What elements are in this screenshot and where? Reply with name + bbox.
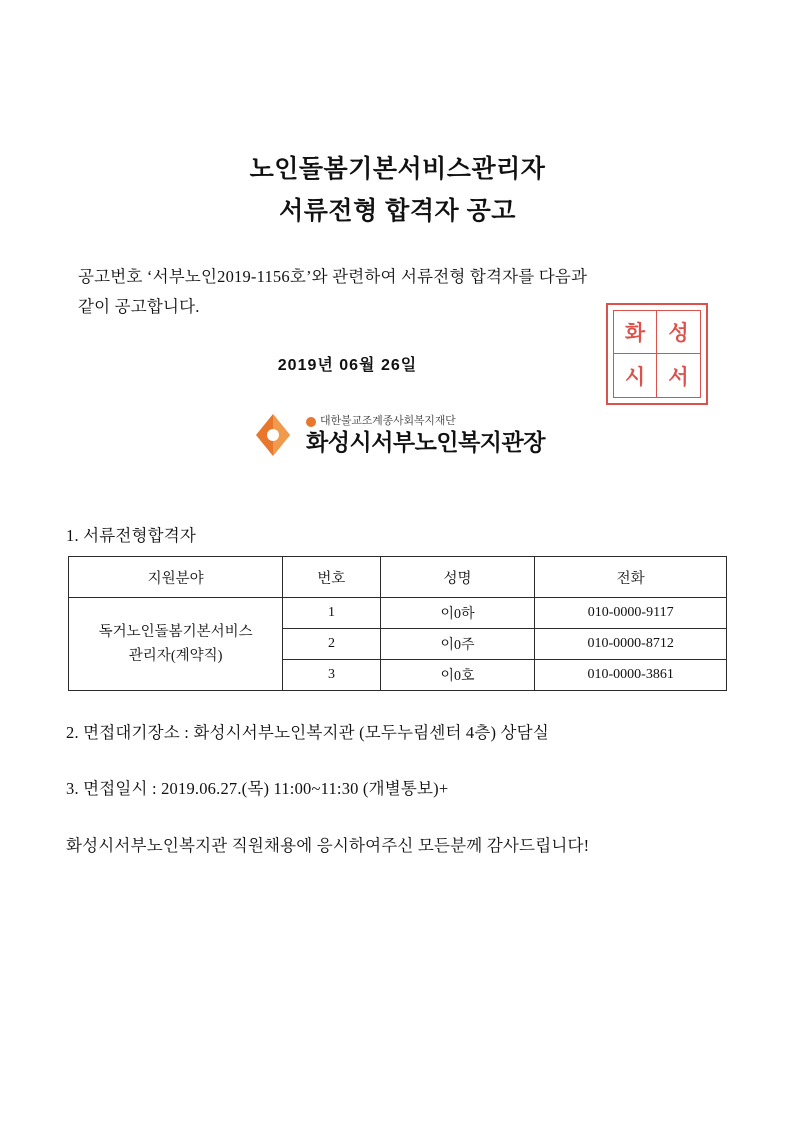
closing-message: 화성시서부노인복지관 직원채용에 응시하여주신 모든분께 감사드립니다! — [66, 836, 590, 855]
row-3-name: 이0호 — [380, 660, 535, 691]
official-seal-stamp — [606, 303, 708, 405]
field-label-line-2: 관리자(계약직) — [128, 648, 223, 664]
row-2-phone: 010-0000-8712 — [535, 629, 727, 660]
table-header-number: 번호 — [283, 557, 380, 598]
organization-logo-row — [0, 412, 795, 458]
applicant-field-cell — [69, 598, 283, 691]
intro-line-1: 공고번호 ‘서부노인2019-1156호’와 관련하여 서류전형 합격자를 다음과 — [78, 267, 588, 286]
table-header-row — [69, 557, 727, 598]
seal-character-1: 화 — [614, 311, 657, 354]
applicants-table — [68, 556, 727, 691]
logo-text-block — [306, 416, 545, 454]
table-header-name: 성명 — [380, 557, 535, 598]
row-2-number: 2 — [283, 629, 380, 660]
table-header-phone: 전화 — [535, 557, 727, 598]
title-line-2: 서류전형 합격자 공고 — [279, 197, 516, 225]
seal-character-2: 성 — [657, 311, 700, 354]
page-title — [0, 148, 795, 232]
foundation-name: 대한불교조계종사회복지재단 — [320, 415, 456, 427]
bullet-dot-icon — [306, 417, 316, 427]
seal-character-3: 시 — [614, 354, 657, 397]
section-2-interview-location: 2. 면접대기장소 : 화성시서부노인복지관 (모두누림센터 4층) 상담실 — [66, 723, 549, 742]
section-1-heading: 1. 서류전형합격자 — [66, 526, 197, 545]
table-header-field: 지원분야 — [69, 557, 283, 598]
section-3-interview-datetime: 3. 면접일시 : 2019.06.27.(목) 11:00~11:30 (개별통보)+ — [66, 779, 449, 798]
row-2-name: 이0주 — [380, 629, 535, 660]
foundation-name-row — [306, 416, 545, 427]
row-1-phone: 010-0000-9117 — [535, 598, 727, 629]
row-1-number: 1 — [283, 598, 380, 629]
seal-grid — [613, 310, 701, 398]
document-date: 2019년 06월 26일 — [277, 357, 418, 374]
table-row — [69, 598, 727, 629]
row-3-phone: 010-0000-3861 — [535, 660, 727, 691]
organization-name: 화성시서부노인복지관장 — [306, 429, 545, 455]
seal-character-4: 서 — [668, 364, 689, 389]
lotus-logo-icon — [250, 412, 296, 458]
field-label-line-1: 독거노인돌봄기본서비스 — [98, 624, 253, 640]
row-1-name: 이0하 — [380, 598, 535, 629]
intro-line-2: 같이 공고합니다. — [78, 297, 200, 316]
title-line-1: 노인돌봄기본서비스관리자 — [249, 155, 546, 183]
row-3-number: 3 — [283, 660, 380, 691]
